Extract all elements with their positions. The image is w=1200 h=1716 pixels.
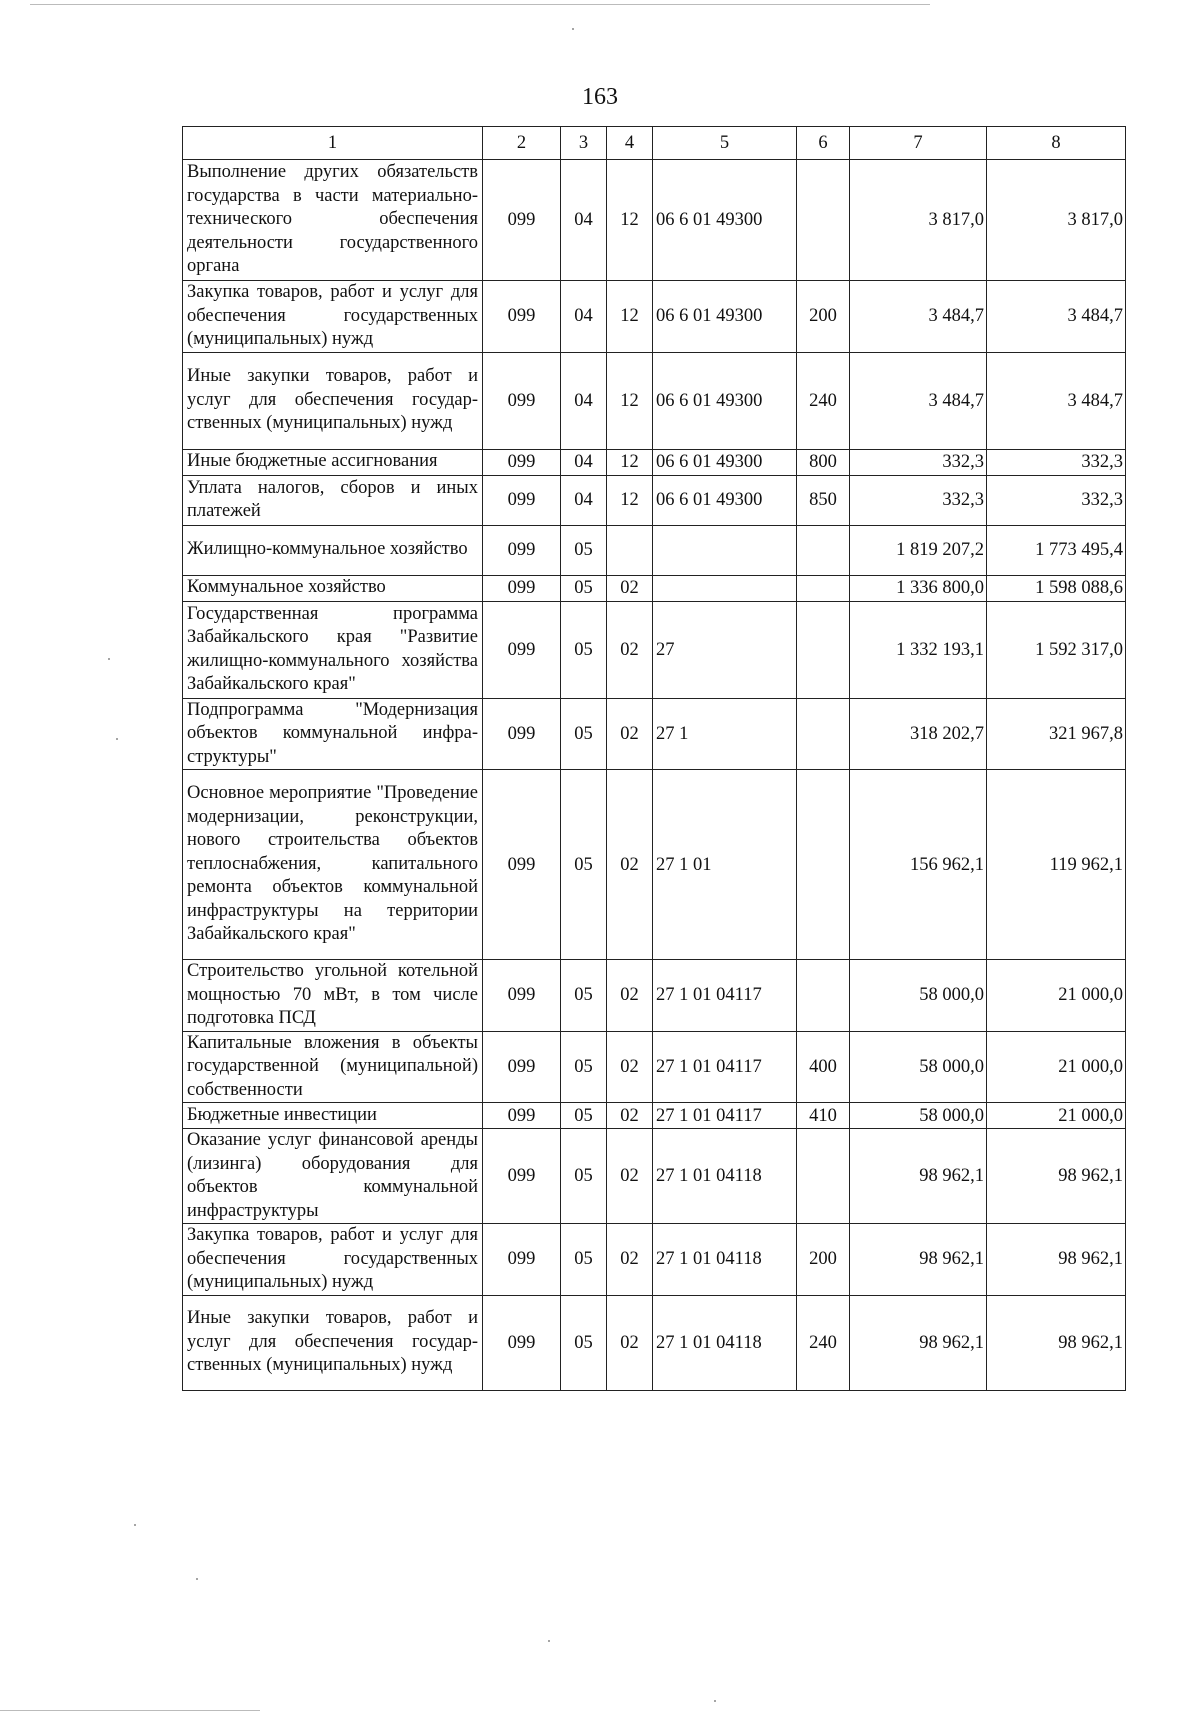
cell-amount-1: 332,3 [850, 449, 987, 475]
cell-expense-type: 400 [797, 1031, 850, 1103]
cell-expense-type: 200 [797, 281, 850, 353]
cell-target-article: 27 1 [653, 698, 797, 770]
cell-amount-2: 119 962,1 [987, 770, 1126, 960]
cell-amount-2: 1 598 088,6 [987, 575, 1126, 601]
table-row [183, 352, 1126, 449]
cell-code: 099 [483, 1031, 561, 1103]
cell-section: 04 [561, 449, 607, 475]
cell-target-article: 27 1 01 04117 [653, 1103, 797, 1129]
cell-code: 099 [483, 698, 561, 770]
table-row [183, 1224, 1126, 1296]
cell-subsection: 02 [607, 1031, 653, 1103]
cell-code: 099 [483, 960, 561, 1032]
cell-section: 04 [561, 352, 607, 449]
cell-amount-2: 21 000,0 [987, 1031, 1126, 1103]
table-body [183, 160, 1126, 1391]
scan-edge-top [30, 4, 930, 5]
table-row [183, 281, 1126, 353]
cell-section: 05 [561, 1295, 607, 1390]
cell-subsection: 02 [607, 770, 653, 960]
cell-amount-1: 1 819 207,2 [850, 525, 987, 575]
cell-subsection: 12 [607, 160, 653, 281]
col-header-7: 7 [850, 127, 987, 160]
scan-speck [714, 1700, 716, 1702]
cell-expense-type [797, 575, 850, 601]
cell-section: 05 [561, 1031, 607, 1103]
cell-amount-1: 332,3 [850, 475, 987, 525]
cell-amount-1: 98 962,1 [850, 1129, 987, 1224]
budget-table [182, 126, 1126, 1391]
cell-code: 099 [483, 1224, 561, 1296]
row-name: Закупка товаров, работ и услуг для обеспечения государственных (муниципальных) нужд [183, 1224, 483, 1296]
cell-amount-1: 3 484,7 [850, 352, 987, 449]
cell-subsection: 02 [607, 1129, 653, 1224]
cell-expense-type [797, 698, 850, 770]
cell-amount-2: 3 817,0 [987, 160, 1126, 281]
table-row [183, 160, 1126, 281]
cell-amount-1: 318 202,7 [850, 698, 987, 770]
table-row [183, 1295, 1126, 1390]
cell-expense-type [797, 601, 850, 698]
cell-amount-1: 58 000,0 [850, 1103, 987, 1129]
cell-code: 099 [483, 475, 561, 525]
cell-section: 05 [561, 575, 607, 601]
cell-code: 099 [483, 601, 561, 698]
cell-amount-2: 98 962,1 [987, 1295, 1126, 1390]
scan-speck [134, 1524, 136, 1526]
cell-section: 05 [561, 960, 607, 1032]
row-name: Подпрограмма "Модернизация объектов коммунальной инфраструктуры" [183, 698, 483, 770]
table-row [183, 1031, 1126, 1103]
cell-amount-1: 58 000,0 [850, 960, 987, 1032]
table-row [183, 770, 1126, 960]
cell-amount-1: 3 817,0 [850, 160, 987, 281]
cell-code: 099 [483, 449, 561, 475]
cell-target-article: 27 1 01 [653, 770, 797, 960]
row-name: Иные закупки товаров, работ и услуг для обеспечения государственных (муниципальных) нужд [183, 1295, 483, 1390]
scan-speck [548, 1640, 550, 1642]
cell-amount-2: 1 773 495,4 [987, 525, 1126, 575]
cell-section: 04 [561, 160, 607, 281]
row-name: Строительство угольной котельной мощностью 70 мВт, в том числе подготовка ПСД [183, 960, 483, 1032]
cell-code: 099 [483, 1295, 561, 1390]
cell-amount-2: 98 962,1 [987, 1129, 1126, 1224]
row-name: Коммунальное хозяйство [183, 575, 483, 601]
cell-expense-type: 410 [797, 1103, 850, 1129]
cell-expense-type: 850 [797, 475, 850, 525]
cell-amount-1: 1 336 800,0 [850, 575, 987, 601]
scan-speck [196, 1578, 198, 1580]
cell-amount-1: 1 332 193,1 [850, 601, 987, 698]
row-name: Основное мероприятие "Проведение модернизации, реконструкции, нового строительства объектов теплоснабжения, капитального ремонта объектов коммунальной инфраструктуры на территории Забайкальского края" [183, 770, 483, 960]
cell-section: 04 [561, 281, 607, 353]
cell-expense-type [797, 1129, 850, 1224]
cell-expense-type: 240 [797, 352, 850, 449]
table-row [183, 449, 1126, 475]
cell-section: 05 [561, 525, 607, 575]
cell-amount-1: 98 962,1 [850, 1295, 987, 1390]
cell-code: 099 [483, 1129, 561, 1224]
cell-amount-2: 1 592 317,0 [987, 601, 1126, 698]
cell-target-article: 27 1 01 04118 [653, 1224, 797, 1296]
cell-amount-2: 3 484,7 [987, 352, 1126, 449]
col-header-8: 8 [987, 127, 1126, 160]
cell-code: 099 [483, 1103, 561, 1129]
row-name: Капитальные вложения в объекты государственной (муниципальной) собственности [183, 1031, 483, 1103]
cell-subsection: 02 [607, 1295, 653, 1390]
cell-expense-type [797, 160, 850, 281]
cell-code: 099 [483, 281, 561, 353]
cell-target-article: 27 1 01 04117 [653, 1031, 797, 1103]
cell-expense-type [797, 770, 850, 960]
cell-target-article [653, 525, 797, 575]
cell-target-article: 27 1 01 04118 [653, 1295, 797, 1390]
col-header-1: 1 [183, 127, 483, 160]
header-row [183, 127, 1126, 160]
col-header-2: 2 [483, 127, 561, 160]
cell-expense-type: 200 [797, 1224, 850, 1296]
scan-edge-bottom [0, 1710, 260, 1711]
cell-amount-2: 332,3 [987, 449, 1126, 475]
cell-amount-2: 98 962,1 [987, 1224, 1126, 1296]
cell-section: 05 [561, 1103, 607, 1129]
scan-speck [108, 658, 110, 660]
col-header-3: 3 [561, 127, 607, 160]
row-name: Выполнение других обязательств государства в части материально-технического обеспечения деятельности государственного органа [183, 160, 483, 281]
cell-subsection: 12 [607, 475, 653, 525]
row-name: Жилищно-коммунальное хозяйство [183, 525, 483, 575]
cell-amount-1: 98 962,1 [850, 1224, 987, 1296]
cell-amount-2: 21 000,0 [987, 1103, 1126, 1129]
row-name: Бюджетные инвестиции [183, 1103, 483, 1129]
col-header-4: 4 [607, 127, 653, 160]
scan-speck [116, 738, 118, 740]
col-header-5: 5 [653, 127, 797, 160]
cell-expense-type: 240 [797, 1295, 850, 1390]
cell-amount-2: 21 000,0 [987, 960, 1126, 1032]
cell-target-article: 27 1 01 04117 [653, 960, 797, 1032]
table-row [183, 575, 1126, 601]
cell-target-article: 06 6 01 49300 [653, 281, 797, 353]
cell-target-article: 27 1 01 04118 [653, 1129, 797, 1224]
cell-section: 05 [561, 770, 607, 960]
cell-code: 099 [483, 575, 561, 601]
table-row [183, 1129, 1126, 1224]
cell-code: 099 [483, 352, 561, 449]
col-header-6: 6 [797, 127, 850, 160]
cell-subsection: 12 [607, 352, 653, 449]
cell-amount-2: 321 967,8 [987, 698, 1126, 770]
cell-subsection: 02 [607, 960, 653, 1032]
cell-code: 099 [483, 160, 561, 281]
cell-subsection: 02 [607, 1103, 653, 1129]
cell-subsection: 12 [607, 281, 653, 353]
page-number: 163 [582, 84, 618, 110]
row-name: Иные бюджетные ассигнования [183, 449, 483, 475]
cell-subsection: 02 [607, 601, 653, 698]
cell-section: 05 [561, 1129, 607, 1224]
cell-section: 05 [561, 601, 607, 698]
cell-code: 099 [483, 770, 561, 960]
cell-target-article [653, 575, 797, 601]
table-row [183, 698, 1126, 770]
cell-section: 05 [561, 698, 607, 770]
cell-amount-1: 58 000,0 [850, 1031, 987, 1103]
table-row [183, 525, 1126, 575]
row-name: Государственная программа Забайкальского края "Развитие жилищно-коммунального хозяйства Забайкальского края" [183, 601, 483, 698]
scan-speck [572, 28, 574, 30]
row-name: Оказание услуг финансовой аренды (лизинга) оборудования для объектов коммунальной инфраструктуры [183, 1129, 483, 1224]
cell-target-article: 06 6 01 49300 [653, 352, 797, 449]
row-name: Иные закупки товаров, работ и услуг для обеспечения государственных (муниципальных) нужд [183, 352, 483, 449]
table-row [183, 601, 1126, 698]
cell-section: 04 [561, 475, 607, 525]
cell-code: 099 [483, 525, 561, 575]
cell-target-article: 06 6 01 49300 [653, 160, 797, 281]
table-row [183, 1103, 1126, 1129]
cell-amount-1: 156 962,1 [850, 770, 987, 960]
cell-target-article: 06 6 01 49300 [653, 449, 797, 475]
cell-expense-type [797, 525, 850, 575]
table-row [183, 475, 1126, 525]
cell-subsection: 02 [607, 575, 653, 601]
cell-subsection [607, 525, 653, 575]
cell-expense-type [797, 960, 850, 1032]
cell-subsection: 12 [607, 449, 653, 475]
cell-amount-2: 3 484,7 [987, 281, 1126, 353]
cell-amount-2: 332,3 [987, 475, 1126, 525]
cell-expense-type: 800 [797, 449, 850, 475]
row-name: Закупка товаров, работ и услуг для обеспечения государственных (муниципальных) нужд [183, 281, 483, 353]
cell-subsection: 02 [607, 1224, 653, 1296]
cell-section: 05 [561, 1224, 607, 1296]
cell-target-article: 06 6 01 49300 [653, 475, 797, 525]
table-row [183, 960, 1126, 1032]
row-name: Уплата налогов, сборов и иных платежей [183, 475, 483, 525]
cell-amount-1: 3 484,7 [850, 281, 987, 353]
cell-target-article: 27 [653, 601, 797, 698]
cell-subsection: 02 [607, 698, 653, 770]
